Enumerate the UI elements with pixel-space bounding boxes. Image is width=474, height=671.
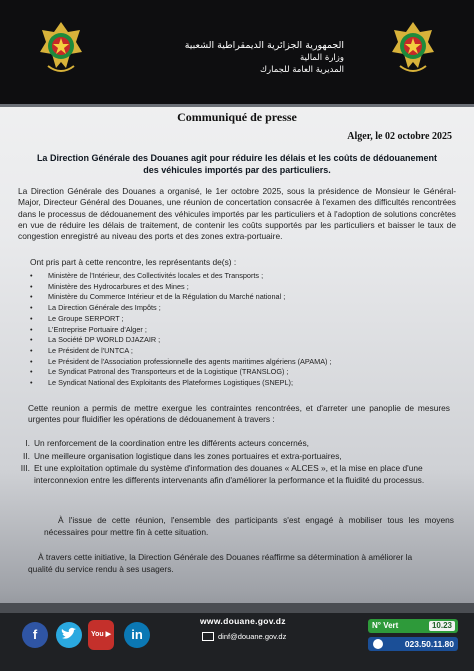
phone-icon bbox=[373, 639, 383, 649]
header-divider bbox=[0, 104, 474, 107]
arabic-directorate-name: المديرية العامة للجمارك bbox=[260, 65, 344, 75]
customs-emblem-left bbox=[38, 18, 84, 78]
list-item: I. Un renforcement de la coordination entre les différents acteurs concernés, bbox=[14, 438, 454, 450]
measures-intro-paragraph: Cette reunion a permis de mettre exergue les contraintes rencontrées, et d'arreter une panoplie de mesures urgentes pour fluidifier les opérations de dédouanement à travers : bbox=[28, 403, 450, 425]
phone-badge[interactable] bbox=[368, 637, 458, 651]
bullet-icon: • bbox=[30, 378, 33, 388]
bullet-icon: • bbox=[30, 303, 33, 313]
green-number-badge[interactable] bbox=[368, 619, 458, 633]
bullet-icon: • bbox=[30, 345, 33, 355]
list-item: • Ministère des Hydrocarbures et des Mines ; bbox=[30, 281, 189, 291]
website-link[interactable]: www.douane.gov.dz bbox=[200, 616, 286, 626]
arabic-ministry-name: وزارة المالية bbox=[300, 53, 344, 63]
closing-paragraph: À travers cette initiative, la Direction Générale des Douanes réaffirme sa détermination à améliorer la qualité du service rendu à ses usagers. bbox=[28, 552, 413, 575]
footer-band bbox=[0, 603, 474, 613]
customs-emblem-right bbox=[390, 18, 436, 78]
list-item: • La Direction Générale des Impôts ; bbox=[30, 303, 161, 313]
linkedin-icon[interactable]: in bbox=[124, 622, 150, 648]
bullet-icon: • bbox=[30, 367, 33, 377]
phone-number: 023.50.11.80 bbox=[404, 639, 454, 649]
green-number-label: N° Vert bbox=[372, 621, 399, 630]
list-item: • Le Syndicat National des Exploitants des Plateformes Logistiques (SNEPL); bbox=[30, 378, 293, 388]
intro-paragraph: La Direction Générale des Douanes a organisé, le 1er octobre 2025, sous la présidence de Monsieur le Général-Major, Directeur Général des Douanes, une réunion de concertation consacrée à l'examen des difficultés rencontrées dans le processus de dédouanement des véhicules importés par les particuliers et à l'adoption de solutions concrètes en vue de réduire les délais de traitement, de contenir les coûts supportés par les particuliers et baisser le taux de congestion enregistré au niveau des ports et des zones extra-portuaire. bbox=[18, 186, 456, 242]
outcome-paragraph: À l'issue de cette réunion, l'ensemble des participants s'est engagé à mobiliser tous les moyens nécessaires pour mettre fin à cette situation. bbox=[44, 515, 454, 538]
email-link[interactable]: dinf@douane.gov.dz bbox=[202, 632, 286, 642]
page-title: Communiqué de presse bbox=[177, 110, 297, 124]
measures-list bbox=[14, 438, 454, 487]
participants-lead: Ont pris part à cette rencontre, les représentants de(s) : bbox=[30, 257, 237, 267]
list-item: • La Société DP WORLD DJAZAIR ; bbox=[30, 335, 161, 345]
list-item: • Ministère de l'Intérieur, des Collectivités locales et des Transports ; bbox=[30, 271, 264, 280]
mail-icon bbox=[202, 632, 214, 641]
list-item: II. Une meilleure organisation logistique dans les zones portuaires et extra-portuaires, bbox=[14, 451, 454, 463]
bullet-icon: • bbox=[30, 271, 33, 280]
headline: La Direction Générale des Douanes agit pour réduire les délais et les coûts de dédouanement des véhicules importés par des particuliers. bbox=[36, 153, 438, 175]
arabic-republic-name: الجمهورية الجزائرية الديمقراطية الشعبية bbox=[184, 40, 344, 51]
facebook-icon[interactable]: f bbox=[22, 622, 48, 648]
measure-number: II. bbox=[23, 450, 30, 461]
twitter-icon[interactable] bbox=[56, 622, 82, 648]
list-item: • L'Entreprise Portuaire d'Alger ; bbox=[30, 324, 147, 334]
green-number-value: 10.23 bbox=[429, 621, 455, 631]
list-item: • Le Syndicat Patronal des Transporteurs et de la Logistique (TRANSLOG) ; bbox=[30, 367, 289, 377]
bullet-icon: • bbox=[30, 335, 33, 345]
list-item: III. Et une exploitation optimale du système d'information des douanes « ALCES », et la mise en place d'une interconnexion entre les differents intervenants afin d'améliorer la performance et la fluidité du processus. bbox=[14, 463, 454, 486]
list-item: • Le Président de l'UNTCA ; bbox=[30, 345, 133, 355]
list-item: • Le Président de l'Association professionnelle des agents maritimes algériens (APAMA) ; bbox=[30, 356, 332, 366]
bullet-icon: • bbox=[30, 281, 33, 291]
measure-number: III. bbox=[20, 463, 30, 473]
bullet-icon: • bbox=[30, 292, 33, 302]
bullet-icon: • bbox=[30, 356, 33, 366]
bullet-icon: • bbox=[30, 324, 33, 334]
measure-number: I. bbox=[25, 438, 30, 448]
participants-list bbox=[28, 271, 332, 389]
list-item: • Ministère du Commerce Intérieur et de la Régulation du Marché national ; bbox=[30, 292, 286, 302]
dateline: Alger, le 02 octobre 2025 bbox=[347, 131, 452, 142]
list-item: • Le Groupe SERPORT ; bbox=[30, 313, 124, 323]
bullet-icon: • bbox=[30, 313, 33, 323]
arabic-masthead bbox=[130, 40, 344, 76]
youtube-icon[interactable]: You ▶ bbox=[88, 620, 114, 650]
